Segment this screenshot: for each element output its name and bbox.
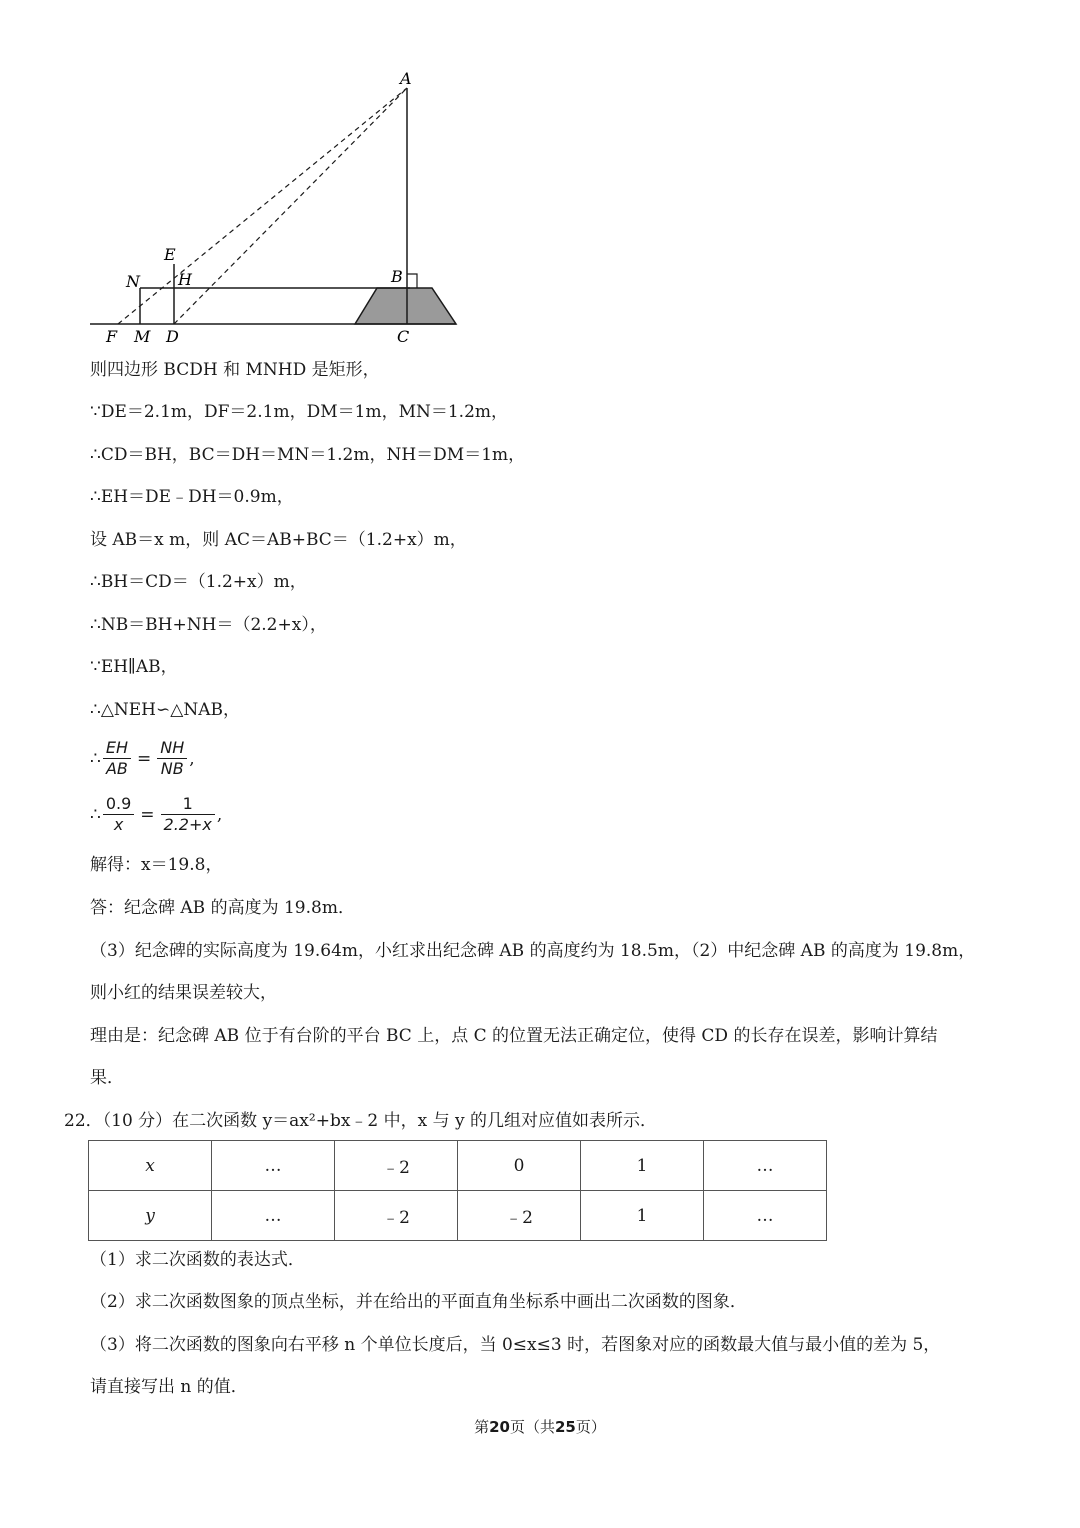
- part3-line-4: 果．: [90, 1068, 124, 1088]
- part3-line-3: 理由是：纪念碑 AB 位于有台阶的平台 BC 上，点 C 的位置无法正确定位，使得 CD 的长存在误差，影响计算结: [90, 1026, 938, 1046]
- part3-line-2: 则小红的结果误差较大，: [90, 983, 277, 1003]
- fraction-eh-ab: [103, 738, 131, 779]
- geometry-figure: [80, 60, 480, 360]
- solution-line-4: ∴EH＝DE﹣DH＝0.9m，: [90, 487, 294, 507]
- fraction-numerator: EH: [103, 738, 131, 759]
- fraction-denominator: AB: [105, 759, 128, 778]
- table-cell: …: [212, 1191, 335, 1241]
- label-n: N: [126, 272, 140, 291]
- table-cell: y: [89, 1191, 212, 1241]
- table-cell: ﹣2: [458, 1191, 581, 1241]
- solution-line-12: 解得：x＝19.8，: [90, 855, 223, 875]
- therefore-symbol: ∴: [90, 748, 101, 769]
- fraction-1-22x: [161, 794, 215, 835]
- comma: ,: [216, 804, 223, 825]
- fraction-denominator: x: [113, 815, 124, 834]
- footer-suffix: 页）: [575, 1418, 606, 1436]
- label-h: H: [178, 270, 192, 289]
- solution-line-8: ∵EH∥AB，: [90, 657, 178, 677]
- fraction-nh-nb: [157, 738, 187, 779]
- table-cell: 1: [581, 1191, 704, 1241]
- question-22-stem: 22．（10 分）在二次函数 y＝ax²+bx﹣2 中，x 与 y 的几组对应值如表所示．: [64, 1111, 658, 1131]
- question-22-part-3: （3）将二次函数的图象向右平移 n 个单位长度后，当 0≤x≤3 时，若图象对应的函数最大值与最小值的差为 5，: [90, 1335, 941, 1355]
- footer-prefix: 第: [474, 1418, 490, 1436]
- table-cell: 0: [458, 1141, 581, 1191]
- equals-sign: =: [136, 748, 152, 769]
- table-cell: …: [704, 1141, 827, 1191]
- substituted-equation: [90, 794, 222, 835]
- solution-line-3: ∴CD＝BH，BC＝DH＝MN＝1.2m，NH＝DM＝1m，: [90, 445, 526, 465]
- comma: ,: [189, 748, 195, 769]
- proportion-equation: [90, 738, 195, 779]
- label-d: D: [166, 327, 179, 346]
- solution-line-5: 设 AB＝x m，则 AC＝AB+BC＝（1.2+x）m，: [90, 530, 467, 550]
- total-pages: 25: [555, 1418, 576, 1436]
- solution-line-2: ∵DE＝2.1m，DF＝2.1m，DM＝1m，MN＝1.2m，: [90, 402, 509, 422]
- right-angle-mark: [407, 274, 417, 288]
- table-cell: 1: [581, 1141, 704, 1191]
- solution-line-7: ∴NB＝BH+NH＝（2.2+x），: [90, 615, 327, 635]
- fraction-denominator: 2.2+x: [163, 815, 212, 834]
- table-cell: ﹣2: [335, 1141, 458, 1191]
- table-row-x: [89, 1141, 827, 1191]
- fraction-numerator: 0.9: [103, 794, 134, 815]
- label-m: M: [134, 327, 151, 346]
- part3-line-1: （3）纪念碑的实际高度为 19.64m，小红求出纪念碑 AB 的高度约为 18.5m，（2）中纪念碑 AB 的高度为 19.8m，: [90, 941, 976, 961]
- table-row-y: [89, 1191, 827, 1241]
- table-cell: …: [212, 1141, 335, 1191]
- monument-diagram: [80, 60, 480, 360]
- therefore-symbol: ∴: [90, 804, 101, 825]
- question-22-part-3-cont: 请直接写出 n 的值．: [90, 1377, 248, 1397]
- solution-line-9: ∴△NEH∽△NAB，: [90, 700, 240, 720]
- question-22-part-2: （2）求二次函数图象的顶点坐标，并在给出的平面直角坐标系中画出二次函数的图象．: [90, 1292, 747, 1312]
- fraction-numerator: NH: [157, 738, 187, 759]
- solution-line-6: ∴BH＝CD＝（1.2+x）m，: [90, 572, 307, 592]
- table-cell: x: [89, 1141, 212, 1191]
- label-e: E: [164, 245, 176, 264]
- page-footer: [0, 1416, 1080, 1437]
- table-cell: ﹣2: [335, 1191, 458, 1241]
- fraction-numerator: 1: [161, 794, 215, 815]
- equals-sign: =: [140, 804, 155, 825]
- label-a: A: [400, 69, 412, 88]
- question-22-part-1: （1）求二次函数的表达式．: [90, 1250, 305, 1270]
- label-c: C: [397, 327, 410, 346]
- solution-line-1: 则四边形 BCDH 和 MNHD 是矩形，: [90, 360, 380, 380]
- fraction-09-x: [103, 794, 134, 835]
- label-b: B: [391, 267, 403, 286]
- fraction-denominator: NB: [160, 759, 184, 778]
- answer-line: 答：纪念碑 AB 的高度为 19.8m．: [90, 898, 355, 918]
- platform-trapezoid: [355, 288, 456, 324]
- values-table: [88, 1140, 827, 1241]
- footer-mid: 页（共: [509, 1418, 555, 1436]
- page-number: 20: [489, 1418, 510, 1436]
- table-cell: …: [704, 1191, 827, 1241]
- label-f: F: [106, 327, 118, 346]
